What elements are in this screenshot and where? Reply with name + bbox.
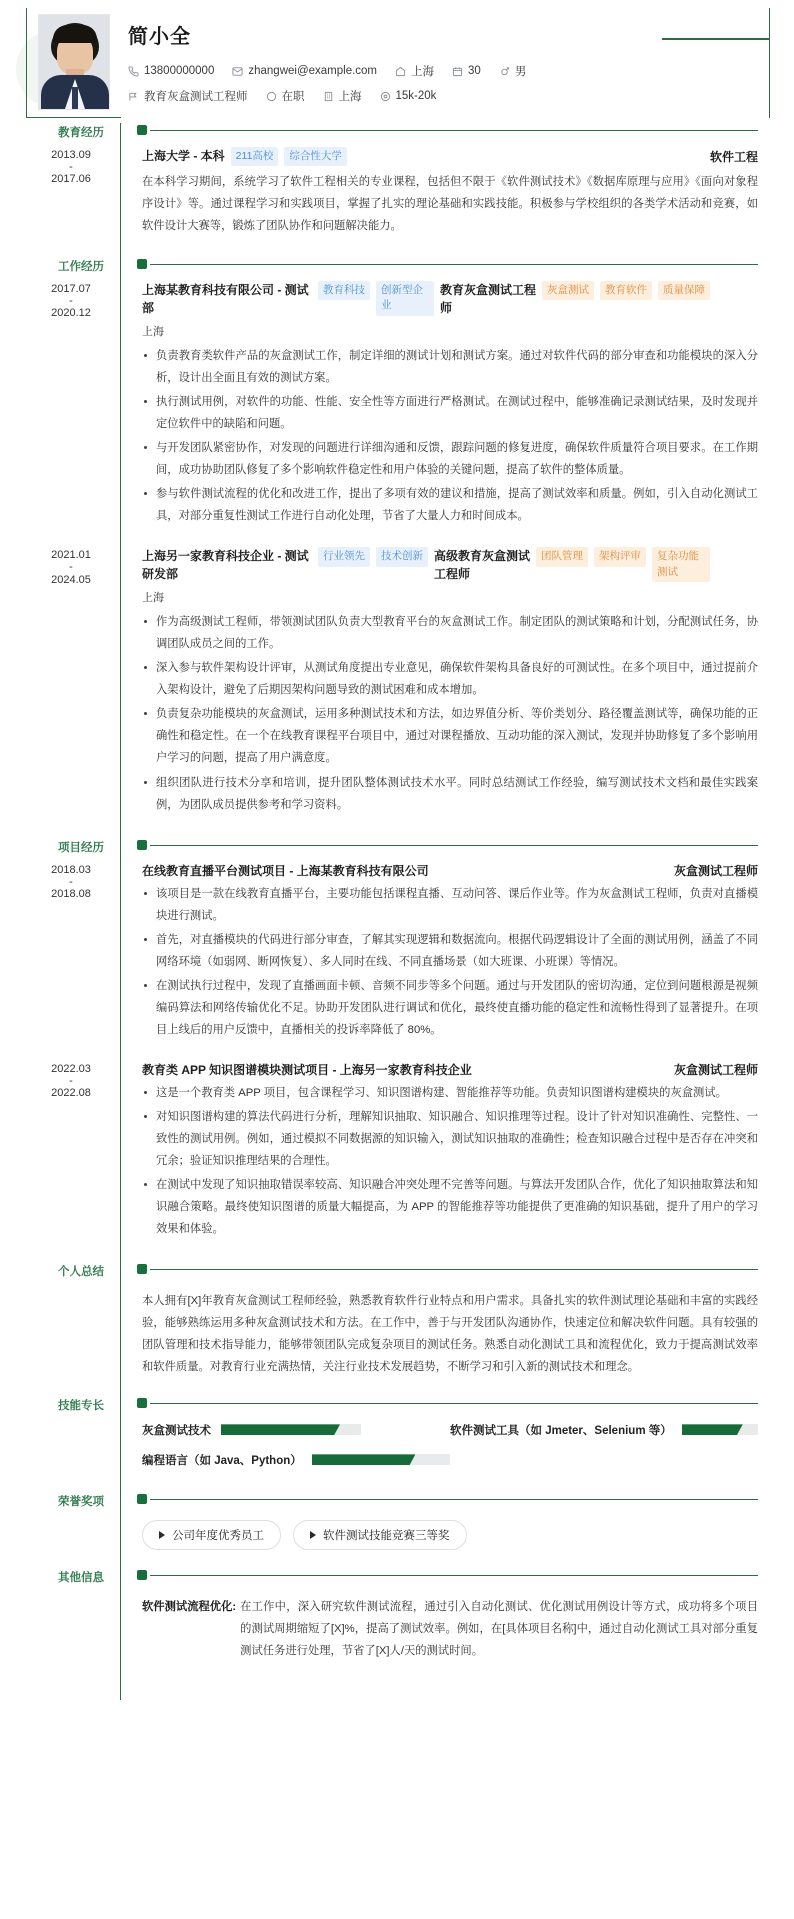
timeline-node-icon <box>137 1398 147 1408</box>
project-entry-main <box>120 862 758 1043</box>
section-skills <box>0 1396 758 1492</box>
section-work-label: 工作经历 <box>56 257 106 275</box>
skill-item <box>450 1422 758 1438</box>
section-education-header <box>142 123 758 141</box>
section-skills-label: 技能专长 <box>56 1396 106 1414</box>
skill-bar-fill <box>682 1424 743 1435</box>
education-tag: 综合性大学 <box>284 147 347 166</box>
work-entry-main <box>120 281 758 529</box>
section-awards <box>0 1492 758 1568</box>
other-info-label: 软件测试流程优化: <box>142 1600 237 1613</box>
work-date <box>22 547 120 817</box>
date-separator: - <box>69 875 73 888</box>
work-skill-tag: 质量保障 <box>658 281 710 300</box>
section-other-content <box>120 1568 758 1680</box>
education-date-start: 2013.09 <box>51 149 91 161</box>
section-divider <box>150 1269 758 1270</box>
email-item <box>232 65 377 77</box>
work-skill-tag: 架构评审 <box>594 547 646 566</box>
work-industry-tag: 教育科技 <box>318 281 370 300</box>
project-bullets <box>142 1082 758 1240</box>
calendar-icon <box>452 66 463 77</box>
project-date <box>22 1061 120 1242</box>
skill-item <box>142 1422 450 1438</box>
summary-text: 本人拥有[X]年教育灰盒测试工程师经验，熟悉教育软件行业特点和用户需求。具备扎实的软件测试理论基础和丰富的实践经验，能够熟练运用多种灰盒测试技术和方法。在工作中，善于与开发团队沟通协作，快速定位和解决软件问题。具有较强的团队管理和技术指导能力，能够带领团队完成复杂项目的测试任务。熟悉自动化测试工具和流程优化，致力于提高测试效率和软件质量。对教育行业充满热情，关注行业技术发展趋势，不断学习和引入新的测试技术和理念。 <box>142 1294 758 1373</box>
date-separator: - <box>69 1074 73 1087</box>
project-head <box>142 1061 758 1078</box>
section-skills-label-col <box>0 1396 120 1492</box>
section-divider <box>150 1499 758 1500</box>
age-value: 30 <box>468 65 481 77</box>
contact-row-primary <box>128 63 754 79</box>
education-entry-main <box>120 147 758 237</box>
other-info-row <box>142 1586 758 1662</box>
list-item: 在测试中发现了知识抽取错误率较高、知识融合冲突处理不完善等问题。与算法开发团队合作，优化了知识抽取算法和知识融合策略。最终使知识图谱的质量大幅提高，为 APP 的智能推荐等功能提供了更准确的知识基础，提升了用户的学习效果和体验。 <box>142 1174 758 1240</box>
section-education <box>0 123 758 257</box>
work-date-end: 2020.12 <box>51 307 91 320</box>
project-entry <box>51 856 758 1045</box>
timeline-node-icon <box>137 125 147 135</box>
work-entry-head <box>142 547 758 583</box>
list-item: 与开发团队紧密协作，对发现的问题进行详细沟通和反馈，跟踪问题的修复进度，确保软件质量符合项目要求。在工作期间，成功协助团队修复了多个影响软件稳定性和用户体验的关键问题，提高了软件的整体质量。 <box>142 437 758 481</box>
skill-name: 编程语言（如 Java、Python） <box>142 1454 302 1467</box>
work-skill-tag: 灰盒测试 <box>542 281 594 300</box>
other-info-text: 在工作中，深入研究软件测试流程，通过引入自动化测试、优化测试用例设计等方式，成功将多个项目的测试周期缩短了[X]%，提高了测试效率。例如，在[具体项目名称]中，通过自动化测试工具对部分重复测试任务进行处理，节省了[X]人/天的测试时间。 <box>240 1600 758 1657</box>
city-item <box>395 63 434 79</box>
email-value: zhangwei@example.com <box>248 65 378 77</box>
salary-value: 15k-20k <box>395 90 437 102</box>
education-school-group <box>142 147 702 166</box>
salary-item <box>380 90 437 102</box>
skill-bar <box>682 1424 758 1435</box>
section-summary <box>0 1262 758 1396</box>
section-summary-content <box>120 1262 758 1396</box>
work-date-start: 2017.07 <box>51 283 91 296</box>
section-divider <box>150 845 758 846</box>
home-icon <box>395 66 406 77</box>
skill-name: 灰盒测试技术 <box>142 1424 211 1437</box>
education-date <box>22 147 120 237</box>
education-entry-head <box>142 147 758 166</box>
play-triangle-icon <box>159 1531 165 1539</box>
gender-value: 男 <box>514 66 527 78</box>
building-icon <box>323 91 334 102</box>
work-date <box>22 281 120 529</box>
section-education-label: 教育经历 <box>56 123 106 141</box>
status-value: 在职 <box>281 91 305 103</box>
section-divider <box>150 1575 758 1576</box>
project-role: 灰盒测试工程师 <box>673 1062 758 1077</box>
section-summary-label: 个人总结 <box>56 1262 106 1280</box>
list-item: 负责教育类软件产品的灰盒测试工作，制定详细的测试计划和测试方案。通过对软件代码的部分审查和功能模块的深入分析，设计出全面且有效的测试方案。 <box>142 345 758 389</box>
section-divider <box>150 264 758 265</box>
age-item <box>452 65 481 77</box>
project-entry <box>51 1055 758 1244</box>
section-work <box>0 257 758 837</box>
gender-item <box>499 63 527 79</box>
date-separator: - <box>69 295 73 308</box>
skill-bar <box>312 1454 450 1465</box>
resume-header <box>0 0 794 123</box>
work-role: 教育灰盒测试工程师 <box>440 283 537 316</box>
section-project <box>0 838 758 1262</box>
section-project-label: 项目经历 <box>56 838 106 856</box>
work-bullets <box>142 611 758 815</box>
mail-icon <box>232 66 243 77</box>
skill-name: 软件测试工具（如 Jmeter、Selenium 等） <box>450 1424 672 1437</box>
work-date-end: 2024.05 <box>51 573 91 586</box>
resume-body <box>0 123 794 1700</box>
list-item: 这是一个教育类 APP 项目，包含课程学习、知识图谱构建、智能推荐等功能。负责知识图谱构建模块的灰盒测试。 <box>142 1082 758 1104</box>
work-industry-tag: 行业领先 <box>318 547 370 566</box>
section-awards-label: 荣誉奖项 <box>56 1492 106 1510</box>
list-item: 首先，对直播模块的代码进行部分审查，了解其实现逻辑和数据流向。根据代码逻辑设计了全面的测试用例，涵盖了不同网络环境（如弱网、断网恢复）、多人同时在线、不同直播场景（如大班课、小班课）等情况。 <box>142 929 758 973</box>
education-school: 上海大学 - 本科 <box>142 149 225 163</box>
project-date-start: 2022.03 <box>51 1062 91 1075</box>
work-industry-tag: 创新型企业 <box>376 281 434 315</box>
education-entry <box>51 141 758 239</box>
awards-list <box>142 1510 758 1550</box>
phone-value: 13800000000 <box>144 65 215 77</box>
salary-icon <box>380 91 391 102</box>
job-target-item <box>128 88 248 104</box>
work-entry <box>51 275 758 531</box>
status-item <box>266 88 305 104</box>
avatar <box>38 14 110 110</box>
section-work-header <box>142 257 758 275</box>
section-summary-header <box>142 1262 758 1280</box>
gender-icon <box>499 66 510 77</box>
project-title: 教育类 APP 知识图谱模块测试项目 - 上海另一家教育科技企业 <box>142 1062 472 1077</box>
award-chip[interactable] <box>293 1520 467 1550</box>
city-value: 上海 <box>411 66 435 78</box>
work-role: 高级教育灰盒测试工程师 <box>434 549 531 582</box>
work-company-group <box>142 547 758 583</box>
list-item: 参与软件测试流程的优化和改进工作，提出了多项有效的建议和措施，提高了测试效率和质量。例如，引入自动化测试工具，对部分重复性测试工作进行自动化处理，节省了大量人力和时间成本。 <box>142 483 758 527</box>
timeline-node-icon <box>137 259 147 269</box>
award-chip[interactable] <box>142 1520 281 1550</box>
section-other <box>0 1568 758 1680</box>
section-skills-header <box>142 1396 758 1414</box>
timeline-node-icon <box>137 840 147 850</box>
section-other-header <box>142 1568 758 1586</box>
work-skill-tag: 团队管理 <box>536 547 588 566</box>
list-item: 作为高级测试工程师，带领测试团队负责大型教育平台的灰盒测试工作。制定团队的测试策略和计划，分配测试任务，协调团队成员之间的工作。 <box>142 611 758 655</box>
project-date-end: 2018.08 <box>51 887 91 900</box>
skill-bar-fill <box>221 1424 340 1435</box>
award-label: 软件测试技能竞赛三等奖 <box>323 1529 450 1542</box>
project-role: 灰盒测试工程师 <box>673 863 758 878</box>
contact-row-secondary <box>128 88 754 104</box>
date-separator: - <box>69 161 73 174</box>
play-triangle-icon <box>310 1531 316 1539</box>
project-date <box>22 862 120 1043</box>
work-location-value: 上海 <box>338 91 362 103</box>
work-location: 上海 <box>142 326 164 339</box>
skill-bar <box>221 1424 361 1435</box>
section-project-header <box>142 838 758 856</box>
list-item: 执行测试用例，对软件的功能、性能、安全性等方面进行严格测试。在测试过程中，能够准确记录测试结果，及时发现并定位软件中的缺陷和问题。 <box>142 391 758 435</box>
section-awards-header <box>142 1492 758 1510</box>
phone-item <box>128 65 214 77</box>
project-entry-main <box>120 1061 758 1242</box>
list-item: 负责复杂功能模块的灰盒测试，运用多种测试技术和方法，如边界值分析、等价类划分、路径覆盖测试等，确保功能的正确性和稳定性。在一个在线教育课程平台项目中，通过对课程播放、互动功能的深入测试，发现并协助修复了多个影响用户学习的问题，提高了用户满意度。 <box>142 703 758 769</box>
work-company: 上海某教育科技有限公司 - 测试部 <box>142 283 309 316</box>
project-date-end: 2022.08 <box>51 1086 91 1099</box>
header-info <box>128 14 754 113</box>
education-tag: 211高校 <box>231 147 279 166</box>
section-divider <box>150 130 758 131</box>
work-company: 上海另一家教育科技企业 - 测试研发部 <box>142 549 309 582</box>
education-major: 软件工程 <box>709 150 758 164</box>
work-skill-tag: 教育软件 <box>600 281 652 300</box>
timeline-node-icon <box>137 1264 147 1274</box>
work-bullets <box>142 345 758 527</box>
project-head <box>142 862 758 879</box>
work-entry-head <box>142 281 758 317</box>
work-company-group <box>142 281 758 317</box>
job-target-value: 教育灰盒测试工程师 <box>144 91 248 103</box>
work-skill-tag: 复杂功能测试 <box>652 547 710 581</box>
work-location: 上海 <box>142 592 164 605</box>
work-entry-main <box>120 547 758 817</box>
list-item: 组织团队进行技术分享和培训，提升团队整体测试技术水平。同时总结测试工作经验，编写测试技术文档和最佳实践案例，为团队成员提供参考和学习资料。 <box>142 772 758 816</box>
timeline-node-icon <box>137 1570 147 1580</box>
work-date-start: 2021.01 <box>51 549 91 562</box>
section-summary-label-col <box>0 1262 120 1396</box>
section-awards-label-col <box>0 1492 120 1568</box>
status-icon <box>266 91 277 102</box>
education-description: 在本科学习期间，系统学习了软件工程相关的专业课程，包括但不限于《软件测试技术》《数据库原理与应用》《面向对象程序设计》等。通过课程学习和实践项目，掌握了扎实的理论基础和实践技能。积极参与学校组织的各类学术活动和竞赛，如软件设计大赛等，锻炼了团队协作和问题解决能力。 <box>142 176 758 233</box>
work-entry <box>51 541 758 819</box>
date-separator: - <box>69 561 73 574</box>
flag-icon <box>128 91 139 102</box>
section-divider <box>150 1403 758 1404</box>
section-awards-content <box>120 1492 758 1568</box>
skill-item <box>142 1452 450 1468</box>
list-item: 对知识图谱构建的算法代码进行分析，理解知识抽取、知识融合、知识推理等过程。设计了针对知识准确性、完整性、一致性的测试用例。例如，通过模拟不同数据源的知识输入，测试知识抽取的准确性；检查知识融合过程中是否存在冲突和冗余；验证知识推理结果的合理性。 <box>142 1106 758 1172</box>
timeline-node-icon <box>137 1494 147 1504</box>
list-item: 该项目是一款在线教育直播平台，主要功能包括课程直播、互动问答、课后作业等。作为灰盒测试工程师，负责对直播模块进行测试。 <box>142 883 758 927</box>
section-other-label: 其他信息 <box>56 1568 106 1586</box>
skills-grid <box>142 1414 758 1482</box>
work-industry-tag: 技术创新 <box>376 547 428 566</box>
education-date-end: 2017.06 <box>51 173 91 186</box>
list-item: 深入参与软件架构设计评审，从测试角度提出专业意见，确保软件架构具备良好的可测试性。在多个项目中，通过提前介入架构设计，避免了后期因架构问题导致的测试困难和成本增加。 <box>142 657 758 701</box>
page-title: 简小全 <box>128 26 191 48</box>
list-item: 在测试执行过程中，发现了直播画面卡顿、音频不同步等多个问题。通过与开发团队的密切沟通，定位到问题根源是视频编码算法和网络传输优化不足。协助开发团队进行调试和优化，最终使直播功能的稳定性和流畅性得到了显著提升。在项目上线后的用户反馈中，直播相关的投诉率降低了 80%。 <box>142 975 758 1041</box>
phone-icon <box>128 66 139 77</box>
work-location-item <box>323 88 362 104</box>
section-other-label-col <box>0 1568 120 1680</box>
project-bullets <box>142 883 758 1041</box>
project-title: 在线教育直播平台测试项目 - 上海某教育科技有限公司 <box>142 863 429 878</box>
project-date-start: 2018.03 <box>51 863 91 876</box>
award-label: 公司年度优秀员工 <box>172 1529 264 1542</box>
skill-bar-fill <box>312 1454 416 1465</box>
section-skills-content <box>120 1396 758 1492</box>
